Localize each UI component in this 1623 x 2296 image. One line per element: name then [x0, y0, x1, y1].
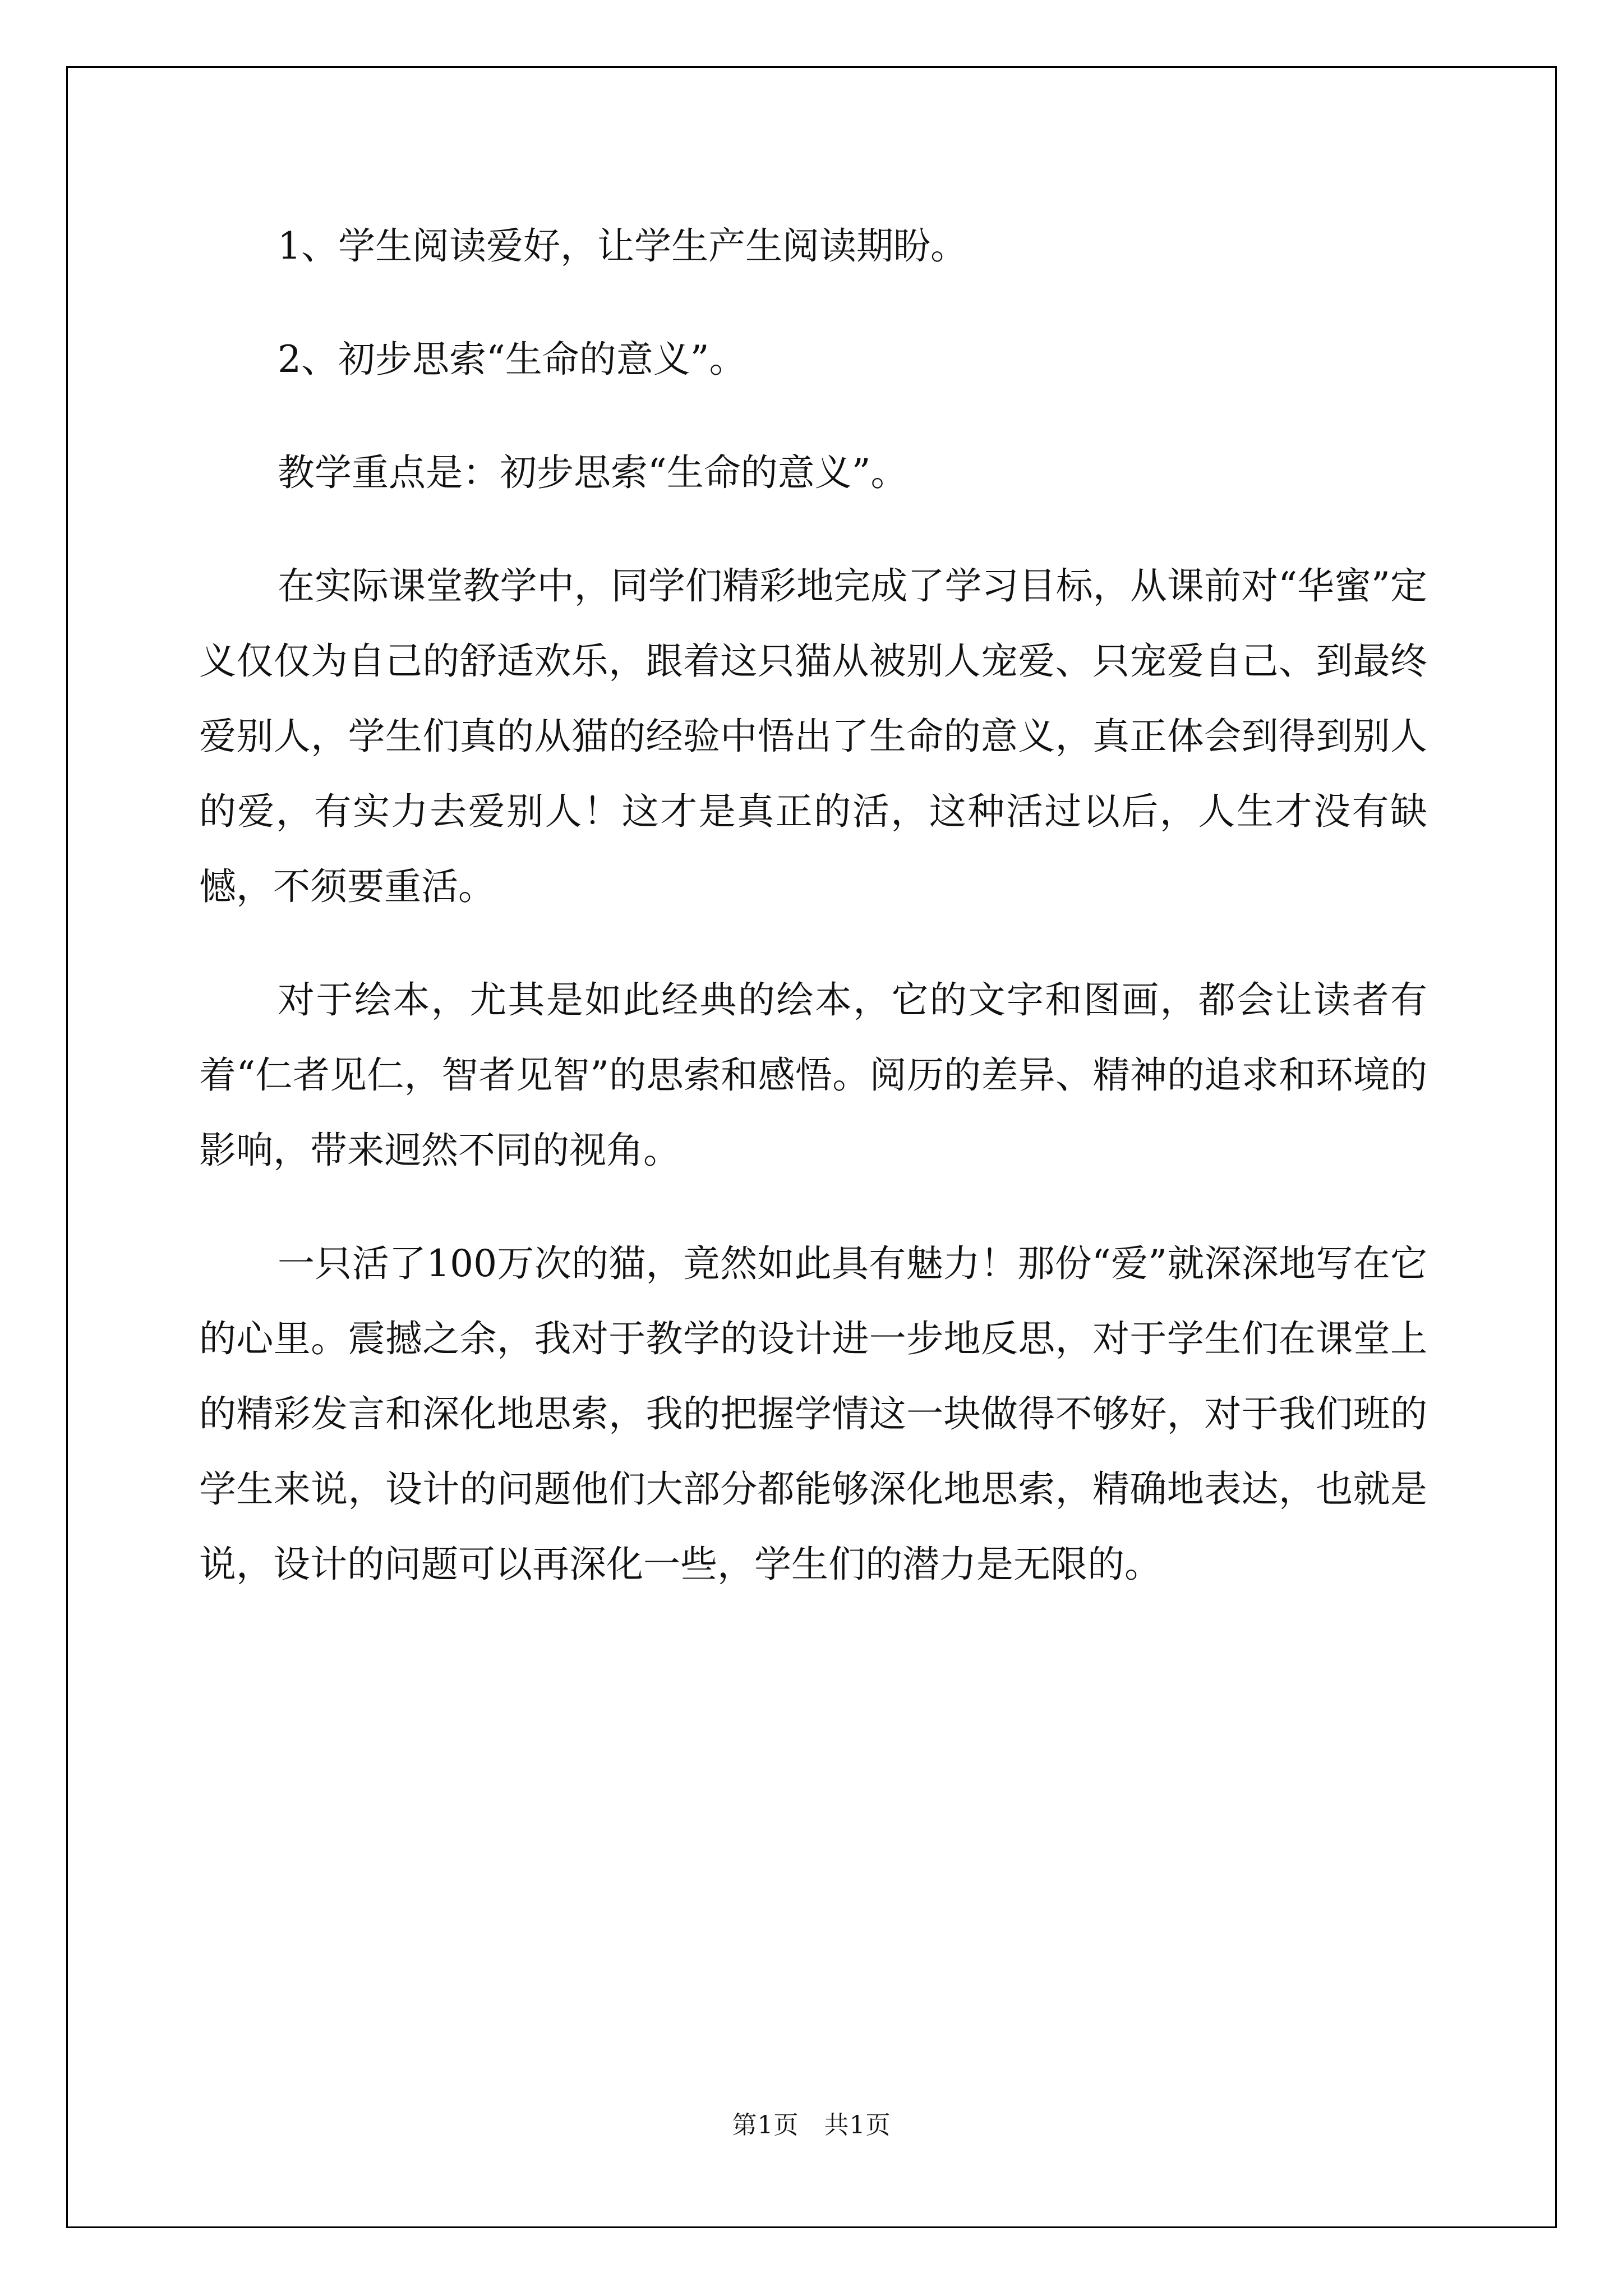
paragraph-picture-book: 对于绘本，尤其是如此经典的绘本，它的文字和图画，都会让读者有着“仁者见仁，智者见智”的思索和感悟。阅历的差异、精神的追求和环境的影响，带来迥然不同的视角。 [199, 978, 1427, 1172]
paragraph-goal-2: 2、初步思索“生命的意义”。 [278, 338, 746, 381]
paragraph-goal-1: 1、学生阅读爱好，让学生产生阅读期盼。 [278, 224, 967, 268]
paragraph-cat-reflection: 一只活了100万次的猫，竟然如此具有魅力！那份“爱”就深深地写在它的心里。震撼之余，我对于教学的设计进一步地反思，对于学生们在课堂上的精彩发言和深化地思索，我的把握学情这一块做得不够好，对于我们班的学生来说，设计的问题他们大部分都能够深化地思索，精确地表达，也就是说，设计的问题可以再深化一些，学生们的潜力是无限的。 [199, 1242, 1427, 1586]
paragraph-classroom-reflection: 在实际课堂教学中，同学们精彩地完成了学习目标，从课前对“华蜜”定义仅仅为自己的舒适欢乐，跟着这只猫从被别人宠爱、只宠爱自己、到最终爱别人，学生们真的从猫的经验中悟出了生命的意义，真正体会到得到别人的爱，有实力去爱别人！这才是真正的活，这种活过以后，人生才没有缺憾，不须要重活。 [199, 564, 1427, 908]
paragraph-teaching-focus: 教学重点是：初步思索“生命的意义”。 [278, 451, 908, 494]
page-footer: 第1页 共1页 [732, 2111, 891, 2139]
document-body [199, 209, 1427, 1640]
